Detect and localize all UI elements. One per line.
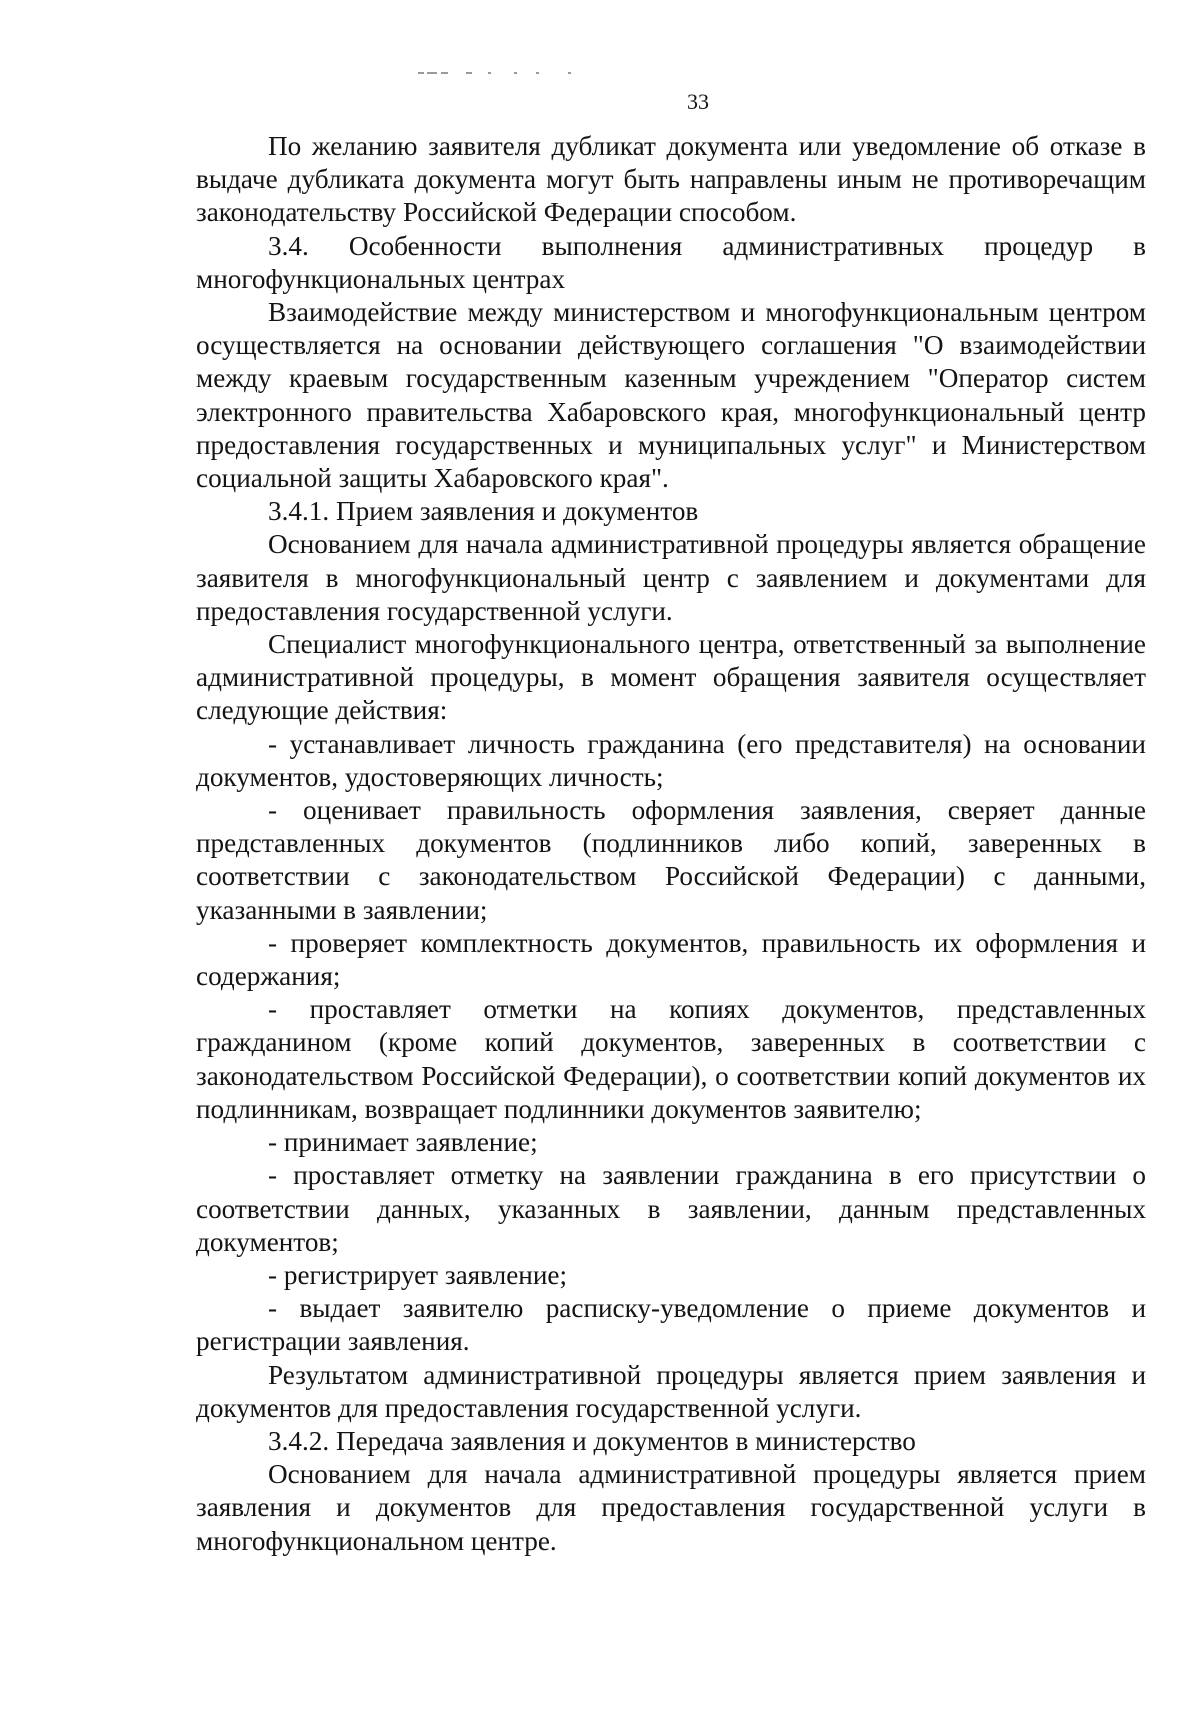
list-item-check-completeness: - проверяет комплектность документов, правильность их оформления и содержания; xyxy=(196,927,1146,992)
paragraph-procedure-result: Результатом административной процедуры является прием заявления и документов для предоставления государственной услуги. xyxy=(196,1359,1146,1423)
paragraph-interaction-agreement: Взаимодействие между министерством и многофункциональным центром осуществляется на основании действующего соглашения "О взаимодействии между краевым государственным казенным учреждением "Оператор систем электронного правительства Хабаровского края, многофункциональный центр предоставления государственных и муниципальных услуг" и Министерством социальной защиты Хабаровского края". xyxy=(196,297,1146,494)
list-item-accept-application: - принимает заявление; xyxy=(268,1127,538,1158)
paragraph-specialist-actions: Специалист многофункционального центра, ответственный за выполнение административной процедуры, в момент обращения заявителя осуществляет следующие действия: xyxy=(196,629,1146,726)
list-item-issue-receipt: - выдает заявителю расписку-уведомление о приеме документов и регистрации заявления. xyxy=(196,1293,1146,1357)
list-item-identify-person: - устанавливает личность гражданина (его представителя) на основании документов, удостоверяющих личность; xyxy=(196,728,1146,792)
list-item-register-application: - регистрирует заявление; xyxy=(268,1259,567,1290)
section-heading-3-4-2: 3.4.2. Передача заявления и документов в министерство xyxy=(268,1425,916,1456)
section-heading-3-4-1: 3.4.1. Прием заявления и документов xyxy=(268,496,699,527)
section-heading-3-4: 3.4. Особенности выполнения административных процедур в многофункциональных центрах xyxy=(196,230,1146,294)
paragraph-transfer-basis: Основанием для начала административной процедуры является прием заявления и документов для предоставления государственной услуги в многофункциональном центре. xyxy=(196,1459,1146,1556)
list-item-mark-copies: - проставляет отметки на копиях документов, представленных гражданином (кроме копий документов, заверенных в соответствии с законодательством Российской Федерации), о соответствии копий документов их подлинникам, возвращает подлинники документов заявителю; xyxy=(196,994,1146,1124)
paragraph-procedure-basis: Основанием для начала административной процедуры является обращение заявителя в многофункциональный центр с заявлением и документами для предоставления государственной услуги. xyxy=(196,529,1146,626)
paragraph-duplicate-delivery: По желанию заявителя дубликат документа или уведомление об отказе в выдаче дубликата документа могут быть направлены иным не противоречащим законодательству Российской Федерации способом. xyxy=(196,131,1146,228)
list-item-check-application: - оценивает правильность оформления заявления, сверяет данные представленных документов (подлинников либо копий, заверенных в соответствии с законодательством Российской Федерации) с данными, указанными в заявлении; xyxy=(196,795,1146,925)
page-number: 33 xyxy=(687,89,709,114)
document-body xyxy=(196,130,1146,1558)
scan-artifact-marks xyxy=(418,72,588,76)
list-item-mark-application: - проставляет отметку на заявлении гражданина в его присутствии о соответствии данных, указанных в заявлении, данным представленных документов; xyxy=(196,1160,1146,1257)
